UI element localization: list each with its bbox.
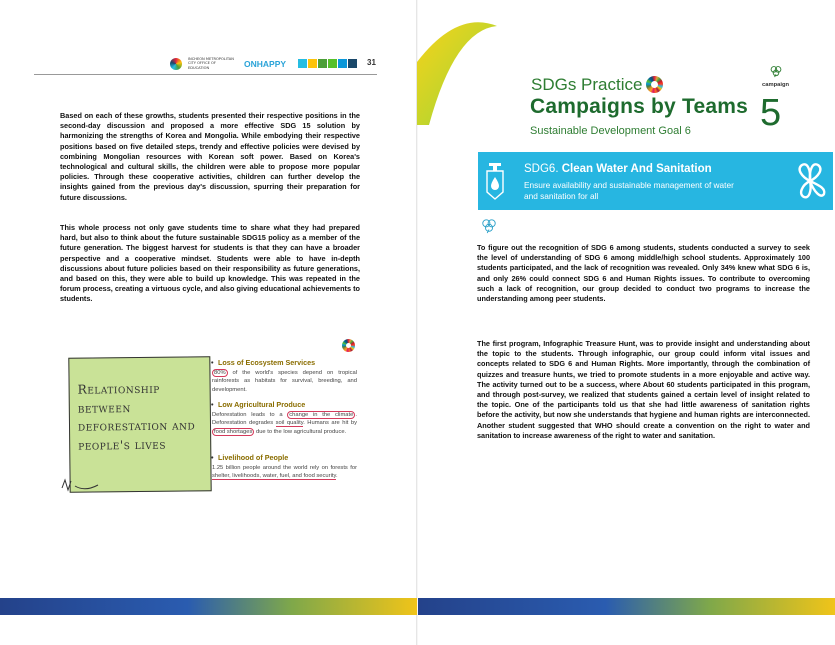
bullet-heading: • Livelihood of People (218, 453, 357, 462)
footer-color-bar (418, 598, 835, 615)
header-logos (170, 57, 357, 70)
infographic-bullet (212, 358, 357, 394)
bullet-text-part: due to the low agricultural produce. (254, 428, 347, 435)
right-page (417, 0, 835, 645)
page-subtitle: Sustainable Development Goal 6 (530, 125, 691, 137)
underlined-highlight: soil quality (275, 420, 304, 427)
clover-icon (790, 161, 830, 201)
sdg-wheel-icon (646, 76, 663, 93)
body-paragraph: Based on each of these growths, students presented their respective positions in the second-day discussion and proposed a more effective SDG 15 solution by harmonizing the strengths of Korea and Mongolia. While embodying their respective positions based on five detailed steps, trendy and effective policies were devised by combining Mongolian resources with Korean soft power. Based on Korea's technological and cultural skills, the children were able to propose more popular policies. Through these cooperative activities, children can further develop the insights gained from the previous day's discussion, spurring their preparation for future discussions. (60, 111, 360, 202)
infographic-bullet (212, 400, 357, 436)
decorative-swoosh-icon (417, 0, 527, 130)
infographic-note (68, 356, 211, 492)
kicker-text: SDGs Practice (531, 75, 643, 94)
office-of-education-logo-icon (170, 58, 182, 70)
bullet-text (212, 369, 357, 394)
banner-title (524, 163, 712, 175)
clover-icon (480, 218, 498, 234)
sdg-tile-icon (338, 59, 347, 68)
clover-icon (769, 65, 783, 78)
office-of-education-text: INCHEON METROPOLITAN CITY OFFICE OF EDUCATION (188, 57, 234, 70)
infographic-bullet (212, 453, 357, 481)
bullet-text-part: Deforestation leads to a (212, 412, 288, 418)
page-title: Campaigns by Teams (530, 95, 748, 118)
footer-color-bar (0, 598, 417, 615)
bullet-text-part: . Humans are hit by (303, 420, 358, 427)
bullet-text-part: . Deforestation degrades (212, 412, 357, 427)
bullet-text (212, 464, 357, 481)
banner-description: Ensure availability and sustainable management of water and sanitation for all (524, 180, 734, 201)
underlined-highlight: shelter, livelihoods, water, fuel, and food security (212, 473, 336, 480)
infographic-title: Relationship between deforestation and people's lives (77, 381, 196, 453)
header-divider (34, 74, 377, 75)
page-number: 31 (367, 58, 376, 67)
campaign-number: 5 (760, 92, 782, 134)
onhappy-logo: ONHAPPY (244, 58, 287, 69)
bullet-text (212, 411, 357, 436)
bullet-heading: • Low Agricultural Produce (218, 400, 357, 409)
squiggle-icon (60, 478, 100, 492)
sdg-goal-tiles (298, 59, 357, 68)
circled-highlight: change in the climate (289, 412, 354, 418)
bullet-text-part: . (335, 473, 338, 480)
circled-highlight: 80% (214, 370, 226, 376)
banner-title-bold: Clean Water And Sanitation (561, 163, 712, 175)
bullet-heading: • Loss of Ecosystem Services (218, 358, 357, 367)
sdg6-banner (478, 152, 833, 210)
body-paragraph: The first program, Infographic Treasure Hunt, was to provide insight and understanding about the topic to the students. Through infographic, our group could inform vital issues and concepts related to SDG 6 and Human Rights. More importantly, through the combination of quizzes and treasure hunts, we tried to promote students in a more enjoyable and active way. The activity turned out to be a success, where About 60 students participated in this program, and through post-survey, we realized that students gained a certain level of insight related to the topic. One of the participants told us that she had little awareness of sanitation rights before the activity, but now she understands that hygiene and human rights are interconnected. Another student suggested that WHO should create a convention on the right to water and sanitation to increase awareness of the right to water and sanitation. (477, 339, 810, 440)
sdg-tile-icon (348, 59, 357, 68)
banner-title-prefix: SDG6. (524, 163, 559, 175)
bullet-text-part: of the world's species depend on tropical rainforests as habitats for survival, breeding, and development. (212, 370, 357, 393)
circled-highlight: food shortages (214, 428, 253, 435)
sdg-tile-icon (308, 59, 317, 68)
sdgs-practice-kicker (531, 75, 663, 95)
body-paragraph: To figure out the recognition of SDG 6 among students, students conducted a survey to seek the level of understanding of SDG 6 among middle/high school students. Approximately 100 students participated, and the lack of recognition was revealed. Only 34% knew what SDG 6 is, and only 26% could connect SDG 6 and Human Rights issues. To contribute to overcoming such a lack of recognition, our group decided to conduct two programs to increase the understanding among peer students. (477, 243, 810, 304)
water-tap-icon (484, 162, 506, 200)
left-page (0, 0, 417, 645)
sdg-tile-icon (298, 59, 307, 68)
sdg-wheel-icon (342, 339, 355, 352)
sdg-tile-icon (328, 59, 337, 68)
bullet-text-part: 1.25 billion people around the world rely on forests for (212, 465, 357, 471)
body-paragraph: This whole process not only gave students time to share what they had prepared hard, but also to think about the future sustainable SDG15 policy as a member of the future generation. The biggest harvest for students is that they can have a broader perspective and a cooperative mindset. Students were able to have in-depth discussions about future policies based on their responsibility as future generations, and based on this, they were able to build up knowledge. This was repeated in the forum process, creating a virtuous cycle, and also giving educational achievements to students. (60, 223, 360, 304)
sdg-tile-icon (318, 59, 327, 68)
campaign-label: campaign (762, 82, 790, 88)
